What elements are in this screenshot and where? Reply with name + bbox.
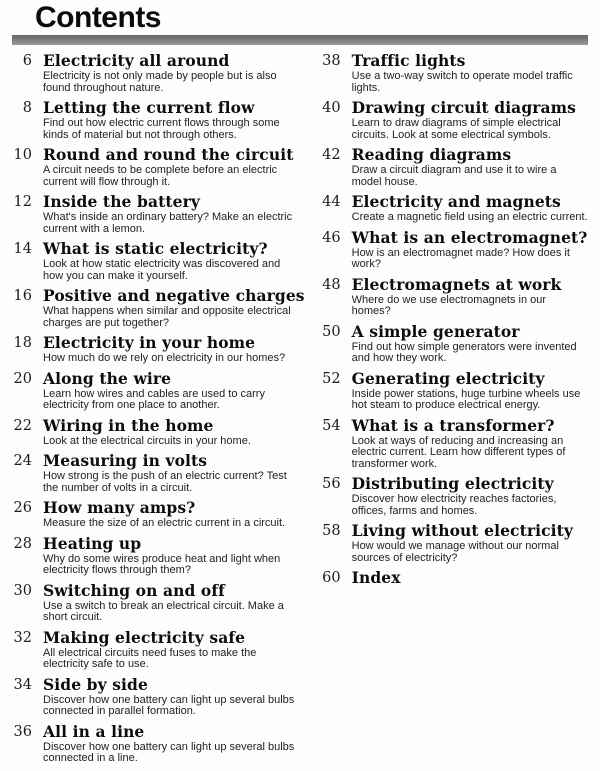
entry-page-number: 38 xyxy=(322,53,341,69)
entry-text xyxy=(43,194,305,235)
entry-text xyxy=(43,721,305,765)
toc-entry xyxy=(321,227,588,271)
toc-entry xyxy=(321,100,588,141)
entry-page-number: 18 xyxy=(13,335,32,351)
entry-title: Index xyxy=(351,568,401,587)
entry-text xyxy=(352,53,588,94)
toc-entry xyxy=(12,500,305,530)
page-title: Contents xyxy=(35,1,161,34)
entry-title: Making electricity safe xyxy=(43,627,246,647)
entry-description: Use a two-way switch to operate model traffic lights. xyxy=(351,70,573,94)
toc-entry xyxy=(12,580,305,624)
entry-title: Positive and negative charges xyxy=(43,286,305,305)
entry-description: Learn how wires and cables are used to carry electricity from one place to another. xyxy=(43,387,265,411)
entry-title: Measuring in volts xyxy=(43,451,208,470)
entry-description: Why do some wires produce heat and light when electricity flows through them? xyxy=(43,552,281,576)
entry-description: Discover how one battery can light up several bulbs connected in a line. xyxy=(43,740,295,764)
entry-title: Round and round the circuit xyxy=(43,145,294,164)
entry-page-number: 32 xyxy=(13,629,32,646)
entry-text xyxy=(352,476,588,517)
entry-description: Electricity is not only made by people but is also found throughout nature. xyxy=(43,70,277,94)
entry-title: Electricity in your home xyxy=(43,333,256,352)
entry-title: Electricity all around xyxy=(43,51,230,70)
entry-page-number: 50 xyxy=(322,323,341,340)
entry-text xyxy=(43,53,305,94)
toc-entry xyxy=(321,570,588,586)
entry-text xyxy=(43,368,305,412)
entry-text xyxy=(352,194,588,224)
entry-description: Where do we use electromagnets in our homes? xyxy=(351,293,547,317)
entry-description: Find out how simple generators were invented and how they work. xyxy=(351,340,577,364)
entry-title: Wiring in the home xyxy=(43,415,214,435)
entry-description: Learn to draw diagrams of simple electrical circuits. Look at some electrical symbols. xyxy=(351,117,561,141)
entry-title: What is a transformer? xyxy=(351,415,555,435)
entry-text xyxy=(43,241,305,282)
entry-page-number: 26 xyxy=(13,500,32,516)
toc-entry xyxy=(12,453,305,494)
entry-description: Discover how electricity reaches factories, offices, farms and homes. xyxy=(351,493,557,517)
toc-left-column xyxy=(12,53,305,771)
toc-entry xyxy=(12,194,305,235)
entry-description: What happens when similar and opposite electrical charges are put together? xyxy=(43,305,291,329)
entry-text xyxy=(43,500,305,530)
entry-page-number: 30 xyxy=(13,582,32,599)
entry-text xyxy=(43,288,305,329)
entry-title: What is an electromagnet? xyxy=(351,227,588,247)
entry-title: Side by side xyxy=(43,674,148,694)
entry-description: Look at how static electricity was discovered and how you can make it yourself. xyxy=(43,258,281,282)
toc-entry xyxy=(12,53,305,94)
divider-bar xyxy=(12,35,588,45)
toc-entry xyxy=(321,415,588,471)
entry-description: How much do we rely on electricity in our homes? xyxy=(43,352,286,364)
entry-title: What is static electricity? xyxy=(43,239,268,258)
entry-description: All electrical circuits need fuses to make the electricity safe to use. xyxy=(43,646,257,670)
entry-page-number: 40 xyxy=(322,100,341,116)
entry-text xyxy=(43,533,305,577)
entry-page-number: 34 xyxy=(13,676,32,693)
entry-text xyxy=(352,523,588,564)
toc-entry xyxy=(321,368,588,412)
entry-text xyxy=(43,674,305,718)
entry-description: Draw a circuit diagram and use it to wire a model house. xyxy=(351,164,557,188)
entry-title: Along the wire xyxy=(43,368,172,388)
entry-page-number: 16 xyxy=(13,288,32,304)
toc-entry xyxy=(321,321,588,365)
entry-page-number: 10 xyxy=(13,147,32,163)
entry-text xyxy=(43,100,305,141)
entry-page-number: 36 xyxy=(13,723,32,740)
toc-entry xyxy=(12,415,305,448)
entry-page-number: 12 xyxy=(13,194,32,210)
entry-description: Look at ways of reducing and increasing an electric current. Learn how different types of transformer work. xyxy=(351,434,566,470)
entry-page-number: 60 xyxy=(322,570,341,586)
toc-entry xyxy=(12,674,305,718)
toc-entry xyxy=(321,194,588,224)
entry-title: How many amps? xyxy=(43,498,196,517)
entry-text xyxy=(351,274,588,318)
entry-text xyxy=(352,100,588,141)
entry-text xyxy=(351,415,588,471)
entry-title: Electromagnets at work xyxy=(351,274,562,294)
entry-description: What's inside an ordinary battery? Make an electric current with a lemon. xyxy=(43,211,293,235)
toc-entry xyxy=(321,274,588,318)
toc-entry xyxy=(12,241,305,282)
entry-text xyxy=(352,147,588,188)
entry-description: Use a switch to break an electrical circuit. Make a short circuit. xyxy=(43,599,284,623)
entry-page-number: 46 xyxy=(322,229,341,246)
entry-text xyxy=(43,453,305,494)
toc-entry xyxy=(12,288,305,329)
entry-page-number: 42 xyxy=(322,147,341,163)
toc-entry xyxy=(12,721,305,765)
toc-entry xyxy=(12,627,305,671)
entry-title: Letting the current flow xyxy=(43,98,255,117)
toc-entry xyxy=(321,147,588,188)
entry-text xyxy=(351,227,588,271)
entry-page-number: 48 xyxy=(322,276,341,293)
entry-page-number: 44 xyxy=(322,194,341,210)
entry-description: Measure the size of an electric current in a circuit. xyxy=(43,517,286,529)
toc-columns xyxy=(12,53,588,771)
toc-right-column xyxy=(321,53,588,771)
entry-page-number: 54 xyxy=(322,417,341,434)
entry-text xyxy=(43,335,305,365)
entry-description: A circuit needs to be complete before an electric current will flow through it. xyxy=(43,164,278,188)
entry-title: Drawing circuit diagrams xyxy=(351,98,576,117)
entry-description: How strong is the push of an electric current? Test the number of volts in a circuit. xyxy=(43,470,287,494)
entry-description: Look at the electrical circuits in your home. xyxy=(43,434,251,447)
entry-title: Inside the battery xyxy=(43,192,200,211)
entry-page-number: 58 xyxy=(322,523,341,539)
entry-page-number: 22 xyxy=(13,417,32,434)
toc-entry xyxy=(321,523,588,564)
entry-title: Heating up xyxy=(43,533,142,553)
entry-title: Living without electricity xyxy=(351,521,573,540)
entry-title: Electricity and magnets xyxy=(351,192,561,211)
entry-description: How would we manage without our normal sources of electricity? xyxy=(351,540,559,564)
entry-page-number: 8 xyxy=(22,100,32,116)
entry-page-number: 20 xyxy=(13,370,32,387)
toc-entry xyxy=(12,368,305,412)
entry-text xyxy=(351,321,588,365)
entry-description: Discover how one battery can light up several bulbs connected in parallel formation. xyxy=(43,693,295,717)
entry-title: All in a line xyxy=(43,721,145,741)
entry-description: Create a magnetic field using an electric current. xyxy=(351,211,588,223)
entry-page-number: 24 xyxy=(13,453,32,469)
entry-description: Inside power stations, huge turbine wheels use hot steam to produce electrical energy. xyxy=(351,387,581,411)
entry-title: Generating electricity xyxy=(351,368,545,388)
toc-entry xyxy=(12,147,305,188)
entry-page-number: 6 xyxy=(22,53,32,69)
toc-entry xyxy=(321,476,588,517)
entry-page-number: 14 xyxy=(13,241,32,257)
entry-title: Switching on and off xyxy=(43,580,225,600)
entry-title: Reading diagrams xyxy=(351,145,512,164)
toc-entry xyxy=(12,335,305,365)
entry-page-number: 28 xyxy=(13,535,32,552)
entry-title: Traffic lights xyxy=(351,51,466,70)
entry-title: Distributing electricity xyxy=(351,474,554,493)
entry-page-number: 56 xyxy=(322,476,341,492)
toc-entry xyxy=(12,533,305,577)
entry-text xyxy=(43,580,305,624)
entry-description: How is an electromagnet made? How does it work? xyxy=(351,246,570,270)
entry-title: A simple generator xyxy=(351,321,520,341)
toc-entry xyxy=(321,53,588,94)
entry-text xyxy=(43,627,305,671)
entry-text xyxy=(352,570,588,586)
entry-text xyxy=(351,368,588,412)
toc-entry xyxy=(12,100,305,141)
entry-description: Find out how electric current flows through some kinds of material but not through others. xyxy=(43,117,280,141)
entry-text xyxy=(43,415,305,448)
entry-text xyxy=(43,147,305,188)
entry-page-number: 52 xyxy=(322,370,341,387)
